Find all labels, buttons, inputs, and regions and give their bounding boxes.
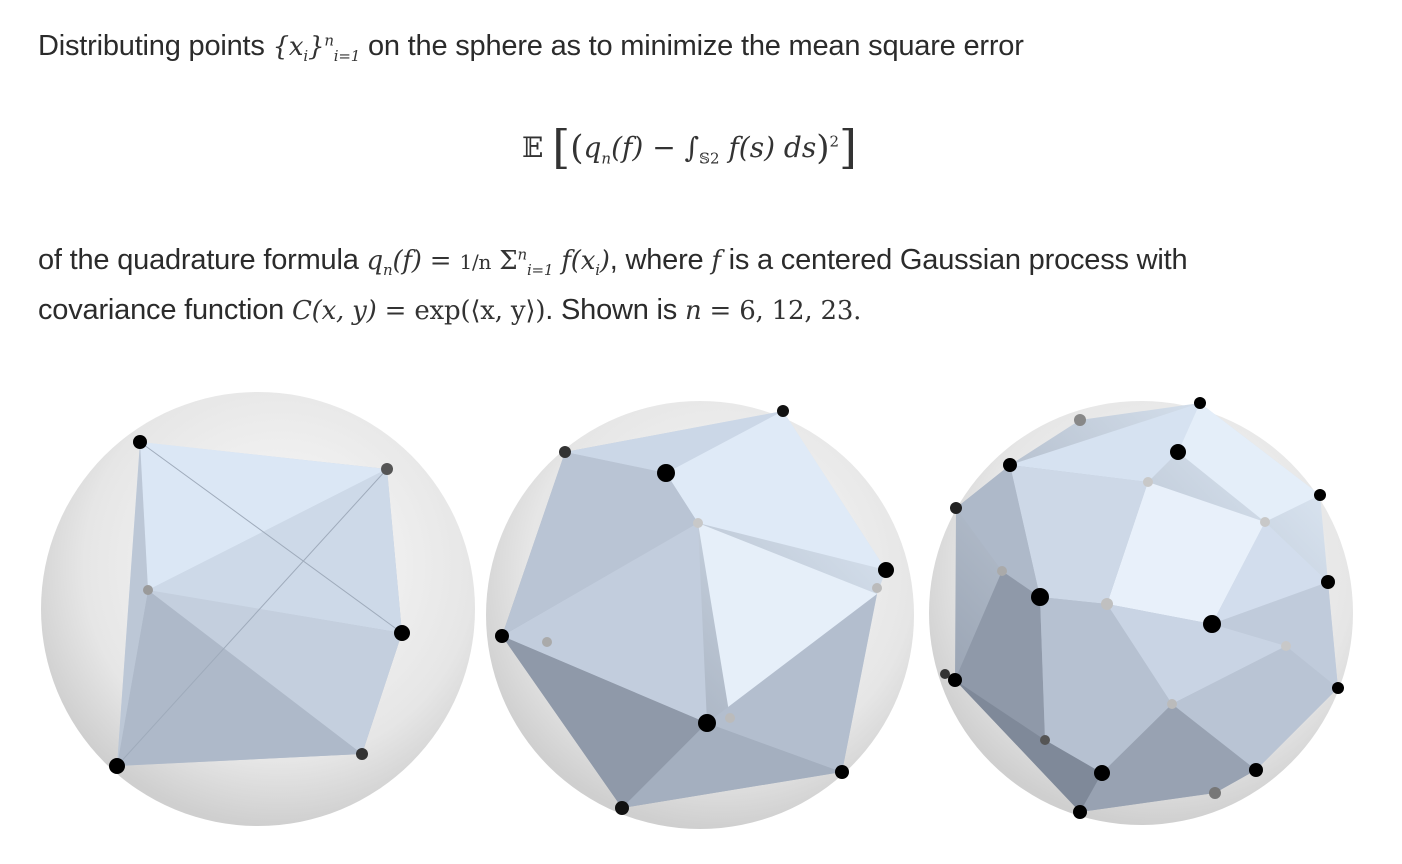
point bbox=[381, 463, 393, 475]
point bbox=[615, 801, 629, 815]
sphere-n6 bbox=[41, 392, 475, 826]
text-line-1: Distributing points $\{x_i\}^n_{i=1}$ on the sphere as to minimize the mean square error bbox=[38, 30, 1024, 66]
point bbox=[698, 714, 716, 732]
point bbox=[1249, 763, 1263, 777]
point bbox=[109, 758, 125, 774]
point bbox=[1314, 489, 1326, 501]
point bbox=[133, 435, 147, 449]
set-notation: $\{x_i\}^n_{i=1}$ bbox=[272, 31, 361, 66]
point bbox=[1143, 477, 1153, 487]
point bbox=[1074, 414, 1086, 426]
point bbox=[725, 713, 735, 723]
point bbox=[1170, 444, 1186, 460]
point bbox=[1332, 682, 1344, 694]
point bbox=[1281, 641, 1291, 651]
point bbox=[1040, 735, 1050, 745]
point bbox=[872, 583, 882, 593]
text-line-4: covariance function C(x, y) = exp(⟨x, y⟩). Shown is n = 6, 12, 23. bbox=[38, 294, 862, 326]
covariance-function: C(x, y) = exp(⟨x, y⟩) bbox=[291, 296, 546, 326]
quadrature-formula: $q_n(f) = 1/n$ $\Sigma^n_{i=1}$ $f(x_i)$ bbox=[366, 245, 610, 280]
point bbox=[1209, 787, 1221, 799]
text-line-3: of the quadrature formula $q_n(f) = 1/n$ $\Sigma^n_{i=1}$ $f(x_i)$, where f is a centered Gaussian process with bbox=[38, 244, 1188, 280]
point bbox=[1194, 397, 1206, 409]
point bbox=[1203, 615, 1221, 633]
point bbox=[542, 637, 552, 647]
point bbox=[657, 464, 675, 482]
point bbox=[997, 566, 1007, 576]
sphere-n12 bbox=[486, 401, 914, 829]
point bbox=[1073, 805, 1087, 819]
point bbox=[1003, 458, 1017, 472]
point bbox=[878, 562, 894, 578]
point bbox=[693, 518, 703, 528]
point bbox=[835, 765, 849, 779]
point bbox=[948, 673, 962, 687]
point bbox=[356, 748, 368, 760]
point bbox=[1260, 517, 1270, 527]
point bbox=[1101, 598, 1113, 610]
display-equation: 𝔼 [($q_n(f) - \int_{𝕊2}$ f(s) ds)$^2$] bbox=[522, 120, 857, 174]
point bbox=[1321, 575, 1335, 589]
point bbox=[1094, 765, 1110, 781]
point bbox=[1167, 699, 1177, 709]
point bbox=[394, 625, 410, 641]
point bbox=[940, 669, 950, 679]
sphere-figures bbox=[0, 380, 1402, 864]
point bbox=[950, 502, 962, 514]
point bbox=[777, 405, 789, 417]
sphere-n23 bbox=[929, 397, 1353, 825]
point bbox=[559, 446, 571, 458]
point bbox=[495, 629, 509, 643]
point bbox=[143, 585, 153, 595]
point bbox=[1031, 588, 1049, 606]
